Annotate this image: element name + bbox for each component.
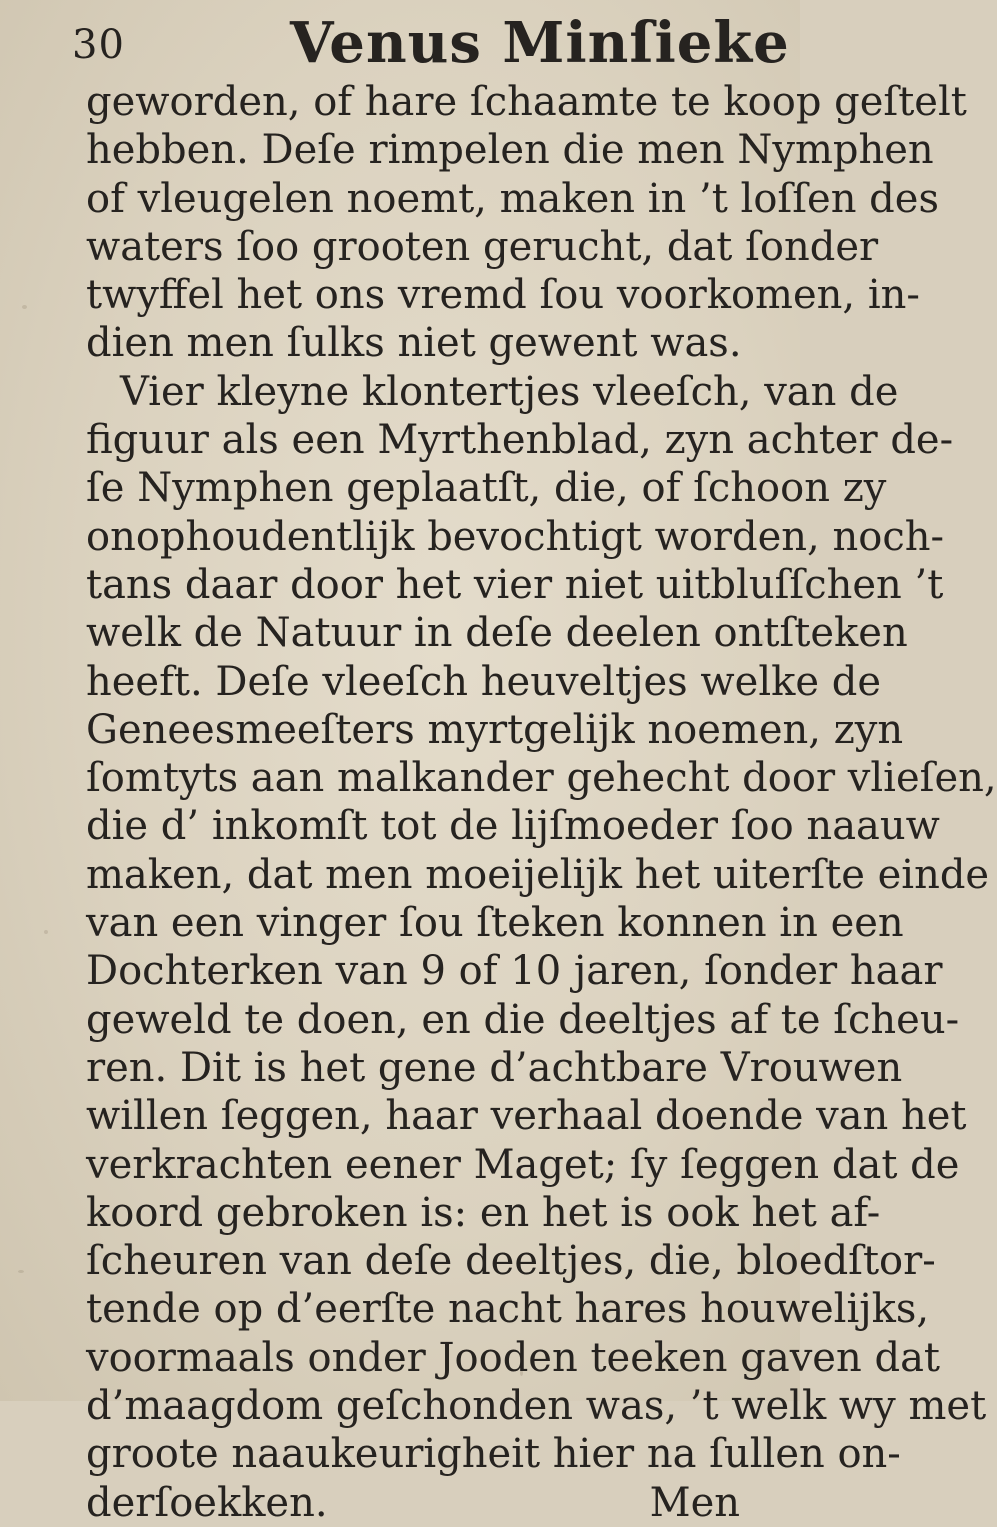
catchword: Men [649, 1479, 740, 1526]
text-line: onophoudentlijk bevochtigt worden, noch- [86, 513, 945, 560]
text-line: figuur als een Myrthenblad, zyn achter de- [86, 417, 954, 464]
text-line: derſoekken. [86, 1479, 328, 1526]
text-line: koord gebroken is: en het is ook het af- [86, 1189, 881, 1236]
running-title: Venus Minſieke [290, 10, 790, 76]
text-line: ſe Nymphen geplaatſt, die, of ſchoon zy [86, 465, 887, 512]
text-line: d’maagdom geſchonden was, ’t welk wy met [86, 1383, 987, 1430]
text-line: maken, dat men moeijelijk het uiterſte einde [86, 851, 990, 898]
text-line: groote naaukeurigheit hier na ſullen on- [86, 1431, 901, 1478]
text-line: van een vinger ſou ſteken konnen in een [86, 900, 904, 947]
text-line: Dochterken van 9 of 10 jaren, ſonder haar [86, 948, 943, 995]
text-line: verkrachten eener Maget; ſy ſeggen dat de [86, 1141, 960, 1188]
page-number: 30 [72, 22, 125, 68]
paper-speck [18, 1270, 24, 1273]
text-line: willen ſeggen, haar verhaal doende van het [86, 1093, 967, 1140]
text-line: voormaals onder Jooden teeken gaven dat [86, 1334, 940, 1381]
paper-speck [22, 305, 27, 309]
body-text [86, 78, 997, 1527]
text-line: tans daar door het vier niet uitbluſſchen ’t [86, 561, 944, 608]
text-line: geweld te doen, en die deeltjes af te ſcheu- [86, 996, 960, 1043]
text-line: hebben. Deſe rimpelen die men Nymphen [86, 127, 934, 174]
paper-speck [44, 930, 48, 934]
text-line: twyffel het ons vremd ſou voorkomen, in- [86, 272, 920, 319]
text-line: ren. Dit is het gene d’achtbare Vrouwen [86, 1044, 903, 1091]
last-text-line [86, 1479, 776, 1527]
text-line: die d’ inkomſt tot de lijſmoeder ſoo naauw [86, 803, 940, 850]
text-line: ſomtyts aan malkander gehecht door vlieſen, [86, 755, 997, 802]
text-line: dien men ſulks niet gewent was. [86, 320, 742, 367]
text-line: Geneesmeeſters myrtgelijk noemen, zyn [86, 706, 904, 753]
page-header [0, 8, 800, 78]
text-line: ſcheuren van deſe deeltjes, die, bloedſtor- [86, 1238, 936, 1285]
text-line: Vier kleyne klontertjes vleeſch, van de [120, 368, 899, 415]
text-line: heeft. Deſe vleeſch heuveltjes welke de [86, 658, 882, 705]
text-line: of vleugelen noemt, maken in ’t loſſen des [86, 175, 939, 222]
text-line: welk de Natuur in deſe deelen ontſteken [86, 610, 908, 657]
text-line: waters ſoo grooten gerucht, dat ſonder [86, 223, 879, 270]
text-line: geworden, of hare ſchaamte te koop geſtelt [86, 79, 967, 125]
text-line: tende op d’eerſte nacht hares houwelijks, [86, 1286, 930, 1333]
